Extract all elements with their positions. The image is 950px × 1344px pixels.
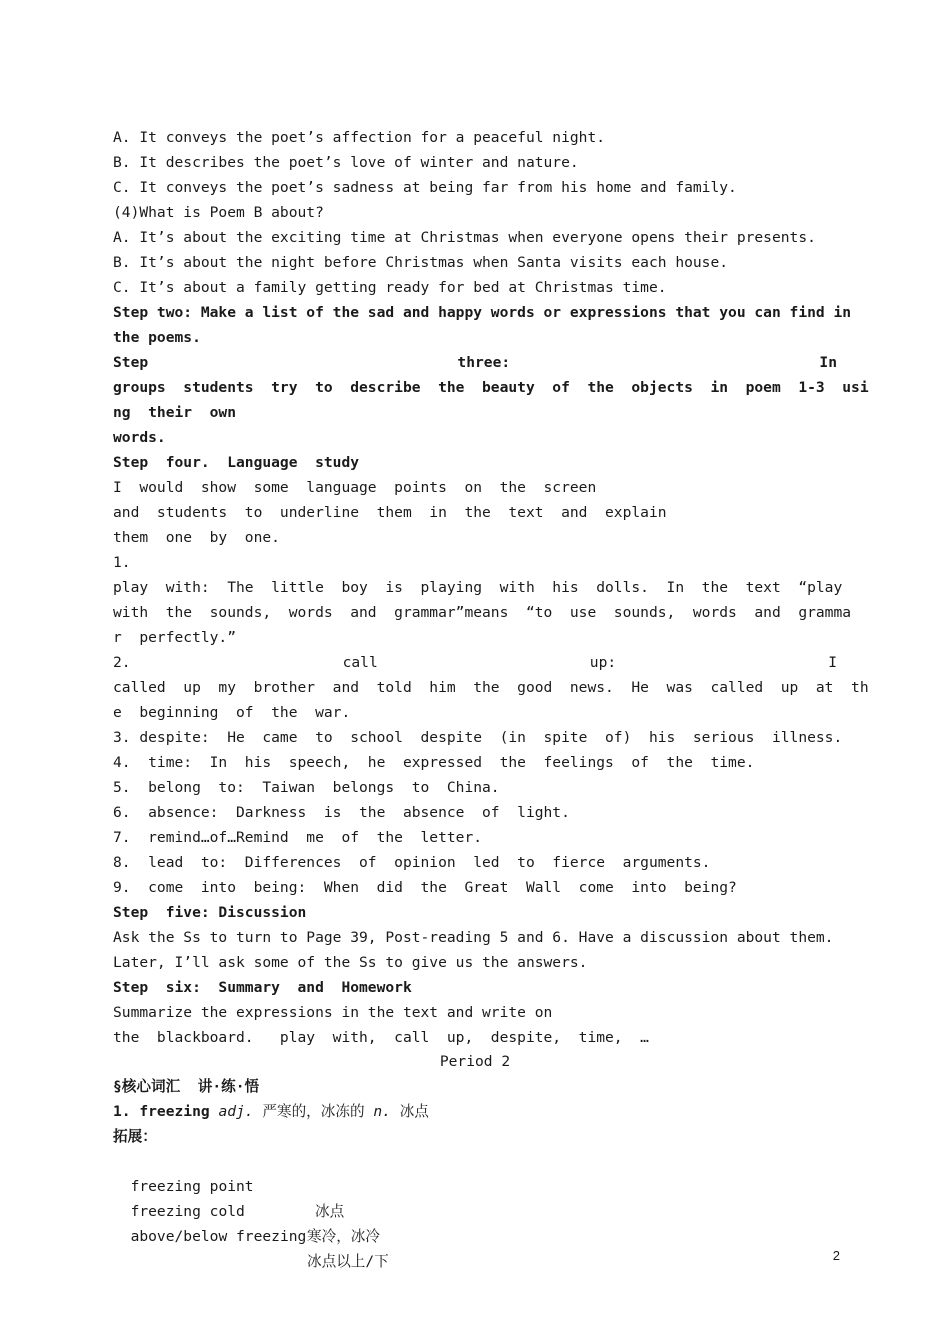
extension-meaning-2: 寒冷，冰冷 <box>307 1228 380 1245</box>
point-3: 3. despite: He came to school despite (in spite of) his serious illness. <box>113 729 843 746</box>
step-five-text: Ask the Ss to turn to Page 39, Post-reading 5 and 6. Have a discussion about them. <box>113 929 834 946</box>
point-2-heading <box>113 650 837 675</box>
extension-phrase-3: above/below freezing <box>130 1228 307 1245</box>
option-a-poem-a: A. It conveys the poet’s affection for a peaceful night. <box>113 129 606 146</box>
step-two-heading-cont: the poems. <box>113 329 201 346</box>
point-2-number: 2. <box>113 654 131 671</box>
question-4: (4)What is Poem B about? <box>113 204 324 221</box>
vocab-freezing <box>113 1099 837 1124</box>
step-three-word-3: In <box>819 354 837 371</box>
step-three-heading <box>113 350 837 375</box>
point-2-text-cont: e beginning of the war. <box>113 704 351 721</box>
option-b-poem-b: B. It’s about the night before Christmas when Santa visits each house. <box>113 254 729 271</box>
point-1-text: play with: The little boy is playing with his dolls. In the text “play <box>113 579 843 596</box>
meaning-noun: 冰点 <box>390 1103 429 1120</box>
point-7: 7. remind…of…Remind me of the letter. <box>113 829 483 846</box>
step-three-text-end: words. <box>113 429 166 446</box>
point-2-word-up: up: <box>589 654 617 671</box>
step-six-text-cont: the blackboard. play with, call up, despite, time, … <box>113 1029 649 1046</box>
extension-heading: 拓展： <box>113 1128 157 1145</box>
core-vocab-heading: §核心词汇 讲·练·悟 <box>113 1078 260 1095</box>
pos-noun: n. <box>373 1103 391 1120</box>
step-three-word-2: three: <box>457 354 511 371</box>
step-three-text: groups students try to describe the beauty of the objects in poem 1-3 usi <box>113 379 869 396</box>
point-2-word-call: call <box>342 654 378 671</box>
option-c-poem-b: C. It’s about a family getting ready for bed at Christmas time. <box>113 279 667 296</box>
point-8: 8. lead to: Differences of opinion led to fierce arguments. <box>113 854 711 871</box>
step-four-heading: Step four. Language study <box>113 454 360 471</box>
extension-phrase-1: freezing point <box>130 1178 254 1195</box>
step-five-heading: Step five: Discussion <box>113 904 307 921</box>
point-1-number: 1. <box>113 554 131 571</box>
point-9: 9. come into being: When did the Great Wall come into being? <box>113 879 737 896</box>
period-2-title: Period 2 <box>439 1053 511 1070</box>
extension-meaning-3: 冰点以上/下 <box>307 1253 389 1270</box>
option-a-poem-b: A. It’s about the exciting time at Christmas when everyone opens their presents. <box>113 229 816 246</box>
step-three-word-1: Step <box>113 354 149 371</box>
step-three-text-cont: ng their own <box>113 404 237 421</box>
vocab-word: 1. freezing <box>113 1103 219 1120</box>
step-six-heading: Step six: Summary and Homework <box>113 979 412 996</box>
step-six-text: Summarize the expressions in the text and write on <box>113 1004 553 1021</box>
step-four-text-1: I would show some language points on the screen <box>113 479 597 496</box>
extension-phrase-2: freezing cold <box>130 1203 245 1220</box>
step-two-heading: Step two: Make a list of the sad and happy words or expressions that you can find in <box>113 304 852 321</box>
step-five-text-cont: Later, I’ll ask some of the Ss to give us the answers. <box>113 954 588 971</box>
pos-adj: adj. <box>218 1103 254 1120</box>
option-b-poem-a: B. It describes the poet’s love of winter and nature. <box>113 154 579 171</box>
meaning-adj: 严寒的，冰冻的 <box>253 1103 374 1120</box>
point-4: 4. time: In his speech, he expressed the feelings of the time. <box>113 754 755 771</box>
point-5: 5. belong to: Taiwan belongs to China. <box>113 779 500 796</box>
point-6: 6. absence: Darkness is the absence of light. <box>113 804 570 821</box>
point-2-word-i: I <box>828 654 837 671</box>
point-1-text-end: r perfectly.” <box>113 629 237 646</box>
page-number: 2 <box>832 1248 840 1263</box>
extension-meaning-1: 冰点 <box>315 1203 345 1220</box>
step-four-text-3: them one by one. <box>113 529 280 546</box>
point-2-text: called up my brother and told him the good news. He was called up at th <box>113 679 869 696</box>
step-four-text-2: and students to underline them in the text and explain <box>113 504 667 521</box>
point-1-text-cont: with the sounds, words and grammar”means “to use sounds, words and gramma <box>113 604 852 621</box>
option-c-poem-a: C. It conveys the poet’s sadness at being far from his home and family. <box>113 179 737 196</box>
